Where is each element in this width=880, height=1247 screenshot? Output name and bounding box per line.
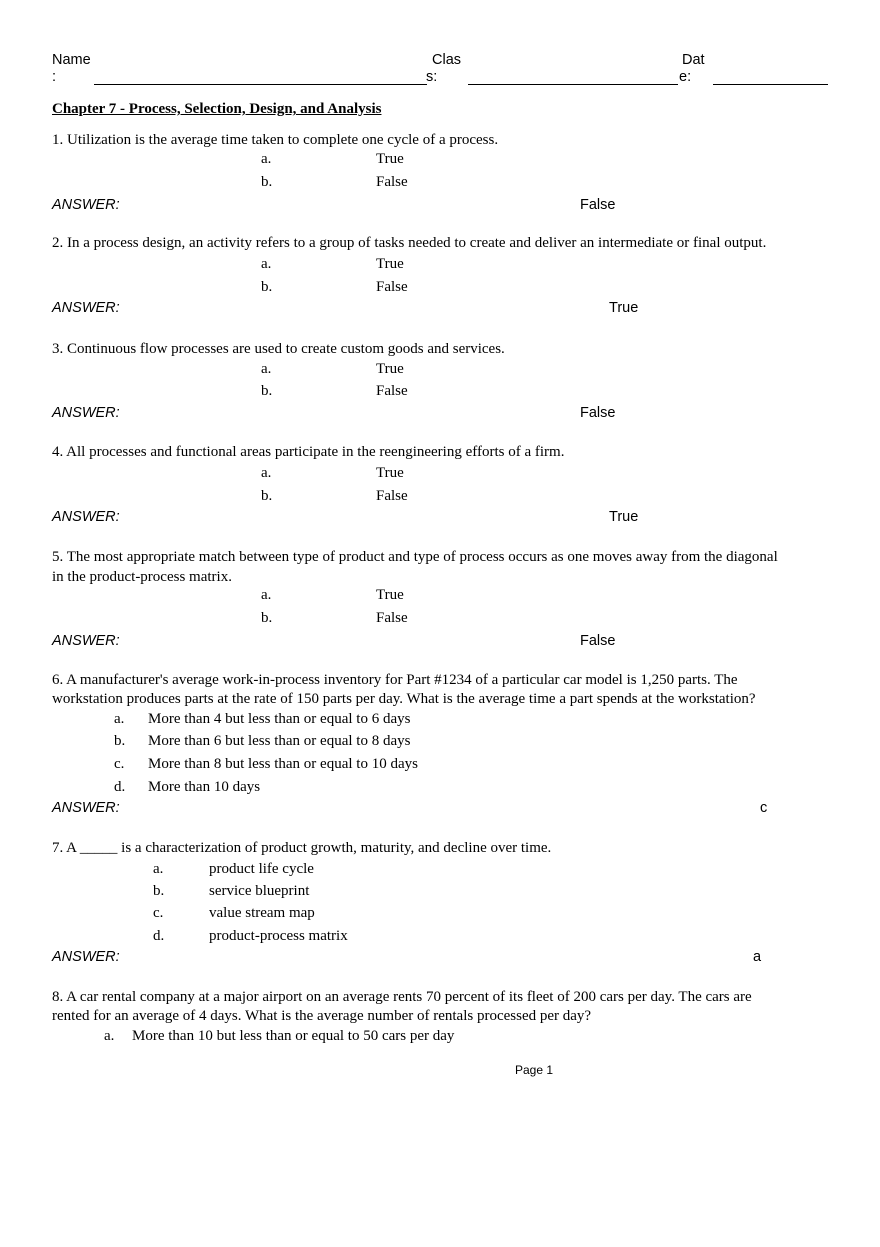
option-text: More than 10 but less than or equal to 50 cars per day — [132, 1028, 455, 1044]
option-letter: a. — [153, 861, 164, 877]
date-label-suffix: e: — [679, 69, 692, 85]
name-label-colon: : — [52, 69, 57, 85]
chapter-title: Chapter 7 - Process, Selection, Design, and Analysis — [52, 101, 382, 117]
answer-label: ANSWER: — [52, 405, 120, 421]
option-letter: b. — [261, 488, 273, 504]
option-text: product life cycle — [209, 861, 314, 877]
option-letter: c. — [114, 756, 125, 772]
option-text: More than 4 but less than or equal to 6 days — [148, 711, 411, 727]
question-text: 7. A _____ is a characterization of product growth, maturity, and decline over time. — [52, 840, 552, 856]
page-number: Page 1 — [515, 1063, 554, 1077]
option-letter: a. — [261, 256, 272, 272]
question-text-line: in the product-process matrix. — [52, 569, 232, 585]
option-text: False — [376, 174, 408, 190]
question-text: 4. All processes and functional areas participate in the reengineering efforts of a firm. — [52, 444, 565, 460]
option-letter: a. — [261, 587, 272, 603]
option-letter: a. — [261, 361, 272, 377]
option-text: False — [376, 279, 408, 295]
question-text-line: rented for an average of 4 days. What is the average number of rentals processed per day? — [52, 1008, 592, 1024]
option-text: True — [376, 465, 404, 481]
option-text: True — [376, 361, 404, 377]
option-text: value stream map — [209, 905, 315, 921]
answer-value: True — [609, 509, 639, 525]
answer-label: ANSWER: — [52, 949, 120, 965]
answer-value: False — [580, 197, 616, 213]
question-text: 1. Utilization is the average time taken to complete one cycle of a process. — [52, 132, 499, 148]
option-letter: b. — [261, 610, 273, 626]
answer-label: ANSWER: — [52, 300, 120, 316]
option-text: False — [376, 383, 408, 399]
question-text-line: 5. The most appropriate match between type of product and type of process occurs as one moves away from the diagonal — [52, 549, 778, 565]
option-text: service blueprint — [209, 883, 310, 899]
date-field-line[interactable] — [713, 84, 828, 85]
answer-label: ANSWER: — [52, 197, 120, 213]
question-text: 2. In a process design, an activity refers to a group of tasks needed to create and deliver an intermediate or final output. — [52, 235, 767, 251]
option-text: False — [376, 488, 408, 504]
answer-label: ANSWER: — [52, 800, 120, 816]
option-text: More than 8 but less than or equal to 10 days — [148, 756, 418, 772]
option-letter: c. — [153, 905, 164, 921]
answer-value: a — [753, 949, 762, 965]
option-text: False — [376, 610, 408, 626]
option-text: True — [376, 256, 404, 272]
option-text: More than 6 but less than or equal to 8 days — [148, 733, 411, 749]
option-letter: d. — [114, 779, 126, 795]
answer-value: c — [760, 800, 768, 816]
question-text-line: workstation produces parts at the rate of 150 parts per day. What is the average time a part spends at the workstation? — [52, 691, 756, 707]
option-letter: b. — [261, 174, 273, 190]
question-text-line: 8. A car rental company at a major airport on an average rents 70 percent of its fleet of 200 cars per day. The cars are — [52, 989, 752, 1005]
answer-label: ANSWER: — [52, 509, 120, 525]
option-letter: b. — [153, 883, 165, 899]
option-letter: b. — [261, 279, 273, 295]
name-field-line[interactable] — [94, 84, 427, 85]
option-letter: b. — [114, 733, 126, 749]
option-letter: a. — [114, 711, 125, 727]
answer-value: True — [609, 300, 639, 316]
option-letter: a. — [261, 151, 272, 167]
option-text: True — [376, 151, 404, 167]
option-letter: d. — [153, 928, 165, 944]
option-letter: a. — [104, 1028, 115, 1044]
question-text: 3. Continuous flow processes are used to create custom goods and services. — [52, 341, 505, 357]
option-text: More than 10 days — [148, 779, 261, 795]
class-field-line[interactable] — [468, 84, 678, 85]
answer-value: False — [580, 405, 616, 421]
option-text: product-process matrix — [209, 928, 348, 944]
class-label-suffix: s: — [426, 69, 438, 85]
class-label: Clas — [432, 52, 462, 68]
option-letter: b. — [261, 383, 273, 399]
option-text: True — [376, 587, 404, 603]
option-letter: a. — [261, 465, 272, 481]
answer-label: ANSWER: — [52, 633, 120, 649]
question-text-line: 6. A manufacturer's average work-in-process inventory for Part #1234 of a particular car model is 1,250 parts. The — [52, 672, 738, 688]
answer-value: False — [580, 633, 616, 649]
name-label: Name — [52, 52, 91, 68]
date-label: Dat — [682, 52, 705, 68]
